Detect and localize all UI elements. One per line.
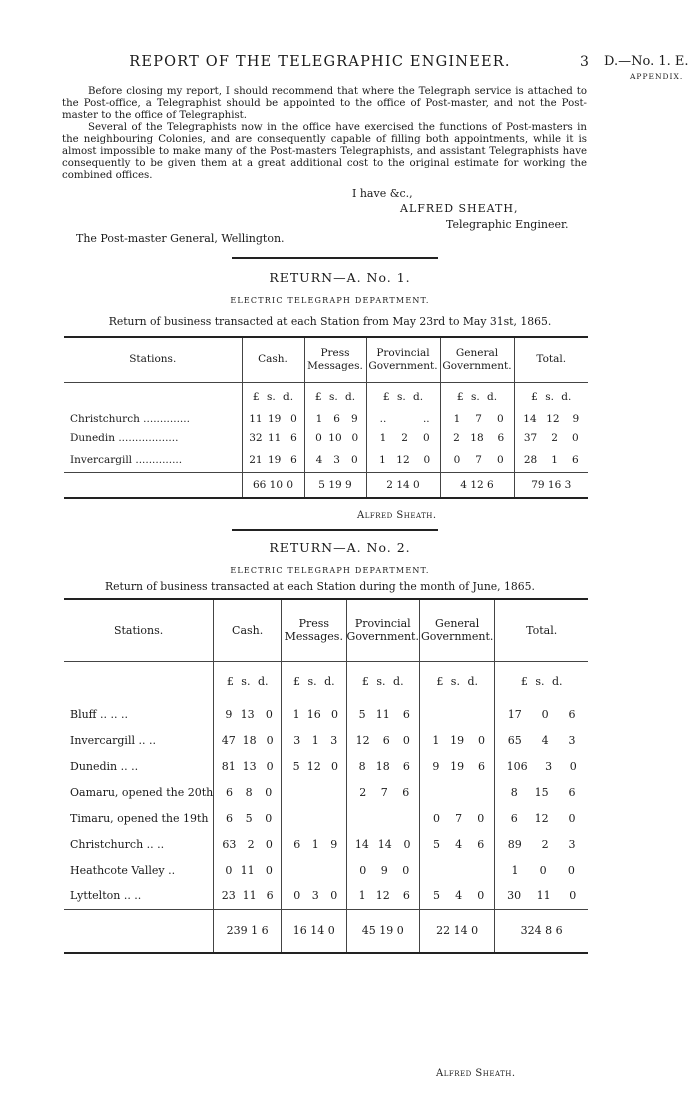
total-cell [495,701,588,727]
pence-value: 9 [572,413,580,425]
table-row [64,857,588,883]
shillings-value: 8 [245,785,253,799]
general-cell [419,753,494,779]
shillings-value: 1 [311,733,319,747]
pounds-value: 28 [523,454,538,467]
total-general: 4 12 6 [440,472,514,498]
pounds-value: 8 [358,759,366,773]
pence-value: 0 [423,454,431,467]
press-cell [282,883,346,909]
pence-value: 3 [568,837,576,851]
cash-cell [242,426,304,449]
station-name: Christchurch .............. [70,413,190,425]
shillings-value: 2 [247,837,255,851]
column-header: Stations. [64,599,214,661]
pounds-value: 6 [510,811,518,825]
pounds-value: 0 [293,889,301,903]
pence-value: 6 [290,431,297,444]
pence-value: 0 [567,863,575,877]
appendix-label: APPENDIX. [630,72,684,81]
pounds-value: 81 [221,759,236,773]
provincial-cell [366,412,440,426]
table-row [64,426,588,449]
shillings-value: 7 [455,811,463,825]
total-cell [514,449,588,472]
currency-units: £ s. d. [214,661,282,701]
shillings-value: 0 [539,863,547,877]
cash-cell [214,701,282,727]
currency-units: £ s. d. [346,661,419,701]
total-cell [495,779,588,805]
totals-row [64,909,588,953]
shillings-value: 19 [267,413,282,425]
pence-value: 6 [497,431,505,444]
column-header: General Government. [419,599,494,661]
shillings-value: 12 [306,759,321,773]
cash-cell [214,857,282,883]
shillings-value: 12 [396,454,410,467]
pounds-value: 0 [315,431,322,444]
table-row [64,727,588,753]
pounds-value: 32 [249,431,263,444]
pounds-value: 65 [507,733,522,747]
column-header: General Government. [440,337,514,382]
total-provincial: 45 19 0 [346,909,419,953]
pence-value: 6 [290,454,297,467]
shillings-value: 7 [475,454,482,467]
pounds-value: 1 [453,413,461,425]
currency-units: £ s. d. [419,661,494,701]
return-1-title: RETURN—A. No. 1. [269,270,411,285]
pounds-value: 6 [226,811,234,825]
return-2-signature: Alfred Sheath. [436,1068,516,1079]
total-provincial: 2 14 0 [366,472,440,498]
cash-cell [214,831,282,857]
shillings-value: 3 [311,889,319,903]
press-cell [282,753,346,779]
pounds-value: 6 [226,785,234,799]
currency-units: £ s. d. [282,661,346,701]
pounds-value: 14 [354,837,369,851]
general-cell [440,426,514,449]
table-row [64,805,588,831]
pence-value: 6 [266,889,274,903]
shillings-value: 7 [475,413,482,425]
shillings-value: 5 [245,811,253,825]
table-row [64,883,588,909]
total-cell [495,857,588,883]
currency-units: £ s. d. [440,382,514,412]
pence-value: 0 [350,454,358,467]
pounds-value: 23 [221,889,236,903]
pence-value: 0 [330,707,338,721]
pounds-value: 3 [293,733,301,747]
currency-units: £ s. d. [495,661,588,701]
shillings-value: 1 [311,837,319,851]
total-cash: 239 1 6 [214,909,282,953]
pounds-value: 9 [432,759,440,773]
shillings-value: 14 [377,837,392,851]
station-name: Invercargill .. .. [70,733,156,747]
pounds-value: 5 [433,889,441,903]
provincial-cell [366,426,440,449]
shillings-value: 4 [455,889,463,903]
pence-value: 0 [330,759,338,773]
shillings-value: 0 [541,707,549,721]
pounds-value: 47 [221,733,236,747]
shillings-value: 9 [380,863,388,877]
pence-value: 0 [571,431,579,444]
pence-value: 0 [496,413,504,425]
document-reference: D.—No. 1. E. [604,54,689,69]
column-header: Provincial Government. [366,337,440,382]
pence-value: 0 [290,413,297,425]
shillings-value [398,413,408,425]
shillings-value: 2 [541,837,549,851]
provincial-cell [346,727,419,753]
total-general: 22 14 0 [419,909,494,953]
section-divider [232,529,438,531]
pounds-value: 0 [453,454,461,467]
pence-value: 0 [266,759,274,773]
shillings-value: 19 [267,454,282,467]
shillings-value: 2 [401,431,408,444]
total-cell [495,883,588,909]
pounds-value: 0 [225,863,233,877]
press-cell [282,701,346,727]
pence-value: 6 [477,837,485,851]
total-cell [514,412,588,426]
general-cell [419,831,494,857]
pence-value: 6 [568,785,576,799]
return-2-description: Return of business transacted at each Station during the month of June, 1865. [105,580,535,593]
station-name: Timaru, opened the 19th [70,811,209,825]
total-cell [495,727,588,753]
currency-units: £ s. d. [304,382,366,412]
station-name: Bluff .. .. .. [70,707,128,721]
pence-value: 0 [569,889,577,903]
provincial-cell [346,779,419,805]
provincial-cell [366,449,440,472]
return-2-table [64,598,588,954]
press-cell [282,831,346,857]
shillings-value: 11 [240,863,255,877]
total-total: 324 8 6 [495,909,588,953]
pence-value: 0 [266,733,274,747]
shillings-value: 4 [541,733,549,747]
provincial-cell [346,805,419,831]
return-2-title: RETURN—A. No. 2. [269,540,411,555]
pence-value: 9 [330,837,338,851]
press-cell [282,857,346,883]
total-cash: 66 10 0 [242,472,304,498]
press-cell [304,426,366,449]
pounds-value: 1 [511,863,519,877]
shillings-value: 15 [534,785,549,799]
letter-signatory-title: Telegraphic Engineer. [446,218,569,231]
column-header: Total. [514,337,588,382]
station-name: Invercargill .............. [70,454,183,467]
pounds-value: 21 [249,454,263,467]
table-row [64,701,588,727]
general-cell [419,779,494,805]
shillings-value: 18 [375,759,390,773]
pence-value: 6 [402,707,410,721]
pence-value: 0 [422,431,430,444]
cash-cell [242,412,304,426]
letter-addressee: The Post-master General, Wellington. [76,232,285,245]
pounds-value: 1 [358,889,366,903]
shillings-value: 4 [455,837,463,851]
shillings-value: 11 [375,707,390,721]
general-cell [419,701,494,727]
pounds-value: 9 [225,707,233,721]
shillings-value: 6 [382,733,390,747]
pence-value: 0 [496,454,504,467]
pence-value: 6 [402,889,410,903]
pence-value: 0 [477,733,485,747]
letter-paragraph-1: Before closing my report, I should recommend that where the Telegraph service is attached to the Post-office, a Telegraphist should be appointed to the office of Post-master, and not the Post-master to the office of Telegraphist. [62,86,587,121]
cash-cell [214,779,282,805]
pence-value: 0 [568,811,576,825]
general-cell [419,857,494,883]
letter-signatory: ALFRED SHEATH, [400,202,519,215]
page-number: 3 [580,54,589,70]
press-cell [282,805,346,831]
pence-value: 6 [477,759,485,773]
pounds-value: 2 [359,785,367,799]
column-header: Cash. [242,337,304,382]
station-name: Dunedin .................. [70,431,179,444]
column-header: Total. [495,599,588,661]
general-cell [419,805,494,831]
pence-value: 0 [402,733,410,747]
table-row [64,753,588,779]
press-cell [304,449,366,472]
pence-value: 0 [265,863,273,877]
pounds-value: 17 [507,707,522,721]
pence-value: 3 [568,733,576,747]
pounds-value: 2 [453,431,460,444]
section-divider [232,257,438,259]
shillings-value: 2 [551,431,558,444]
pence-value: 6 [402,759,410,773]
pounds-value: 1 [292,707,300,721]
pence-value: 0 [330,889,338,903]
pounds-value: 1 [432,733,440,747]
letter-closing: I have &c., [352,187,413,200]
table-row [64,449,588,472]
column-header: Stations. [64,337,242,382]
shillings-value: 19 [450,733,465,747]
pence-value: 0 [265,707,273,721]
station-name: Dunedin .. .. [70,759,139,773]
pence-value: 0 [477,889,485,903]
press-cell [282,727,346,753]
table-row [64,779,588,805]
shillings-value: 3 [545,759,553,773]
cash-cell [214,727,282,753]
shillings-value: 10 [328,431,342,444]
table-header-row [64,337,588,382]
pounds-value: 1 [379,431,387,444]
column-header: Press Messages. [282,599,346,661]
pounds-value: 5 [292,759,300,773]
column-header: Provincial Government. [346,599,419,661]
cash-cell [242,449,304,472]
press-cell [304,412,366,426]
pence-value: 0 [403,837,411,851]
shillings-value: 6 [333,413,340,425]
shillings-value: 12 [375,889,390,903]
column-header: Press Messages. [304,337,366,382]
return-1-department: ELECTRIC TELEGRAPH DEPARTMENT. [230,296,430,305]
total-press: 5 19 9 [304,472,366,498]
shillings-value: 3 [333,454,340,467]
units-row [64,382,588,412]
pounds-value: .. [379,413,387,425]
general-cell [419,883,494,909]
shillings-value: 1 [551,454,558,467]
currency-units: £ s. d. [366,382,440,412]
station-name: Christchurch .. .. [70,837,165,851]
pounds-value: 11 [249,413,263,425]
cash-cell [214,753,282,779]
total-cell [514,426,588,449]
pounds-value: 63 [222,837,237,851]
pence-value: 0 [402,863,410,877]
pounds-value: 0 [433,811,441,825]
pounds-value: 4 [315,454,323,467]
pounds-value: 106 [506,759,528,773]
pence-value: 6 [568,707,576,721]
pounds-value: 8 [510,785,518,799]
provincial-cell [346,857,419,883]
pounds-value: 37 [523,431,538,444]
total-cell [495,753,588,779]
pence-value: 6 [571,454,579,467]
table-row [64,412,588,426]
pence-value: 0 [265,811,273,825]
shillings-value: 13 [242,759,257,773]
cash-cell [214,805,282,831]
provincial-cell [346,701,419,727]
pounds-value: 6 [293,837,301,851]
shillings-value: 12 [546,413,560,425]
shillings-value: 11 [267,431,282,444]
pounds-value: 5 [358,707,366,721]
pounds-value: 89 [507,837,522,851]
pounds-value: 12 [355,733,370,747]
pence-value: 0 [351,431,359,444]
general-cell [419,727,494,753]
pence-value: 9 [350,413,358,425]
pounds-value: 5 [433,837,441,851]
pounds-value: 1 [315,413,323,425]
pounds-value: 30 [507,889,522,903]
total-cell [495,805,588,831]
shillings-value: 13 [240,707,255,721]
return-1-description: Return of business transacted at each Station from May 23rd to May 31st, 1865. [108,315,552,328]
return-2-department: ELECTRIC TELEGRAPH DEPARTMENT. [230,566,430,575]
provincial-cell [346,883,419,909]
letter-paragraph-2: Several of the Telegraphists now in the office have exercised the functions of Post-masters in the neighbouring Colonies, and are consequently capable of filling both appointments, while it is almost impossible to make many of the Post-masters Telegraphists, and assistant Telegraphists have consequently to be given them at a great additional cost to the original estimate for working the combined offices. [62,122,587,181]
return-1-table [64,336,588,499]
total-total: 79 16 3 [514,472,588,498]
pence-value: 3 [330,733,338,747]
column-header: Cash. [214,599,282,661]
shillings-value: 16 [306,707,321,721]
table-header-row [64,599,588,661]
currency-units: £ s. d. [242,382,304,412]
pounds-value: 14 [523,413,537,425]
shillings-value: 18 [242,733,257,747]
cash-cell [214,883,282,909]
general-cell [440,449,514,472]
pounds-value: 1 [379,454,386,467]
pence-value: 0 [265,785,273,799]
table-row [64,831,588,857]
pounds-value: 0 [359,863,367,877]
units-row [64,661,588,701]
shillings-value: 11 [536,889,551,903]
shillings-value: 19 [450,759,465,773]
station-name: Oamaru, opened the 20th [70,785,214,799]
totals-row [64,472,588,498]
shillings-value: 7 [380,785,388,799]
total-press: 16 14 0 [282,909,346,953]
provincial-cell [346,831,419,857]
station-name: Heathcote Valley .. [70,863,176,877]
shillings-value: 12 [534,811,549,825]
page-header-title: REPORT OF THE TELEGRAPHIC ENGINEER. [129,54,511,70]
provincial-cell [346,753,419,779]
pence-value: 0 [265,837,273,851]
general-cell [440,412,514,426]
shillings-value: 18 [470,431,484,444]
shillings-value: 11 [242,889,257,903]
station-name: Lyttelton .. .. [70,889,142,903]
return-1-signature: Alfred Sheath. [357,510,437,521]
pence-value: 6 [402,785,410,799]
press-cell [282,779,346,805]
pence-value: .. [422,413,430,425]
currency-units: £ s. d. [514,382,588,412]
pence-value: 0 [477,811,485,825]
pence-value: 0 [569,759,577,773]
total-cell [495,831,588,857]
